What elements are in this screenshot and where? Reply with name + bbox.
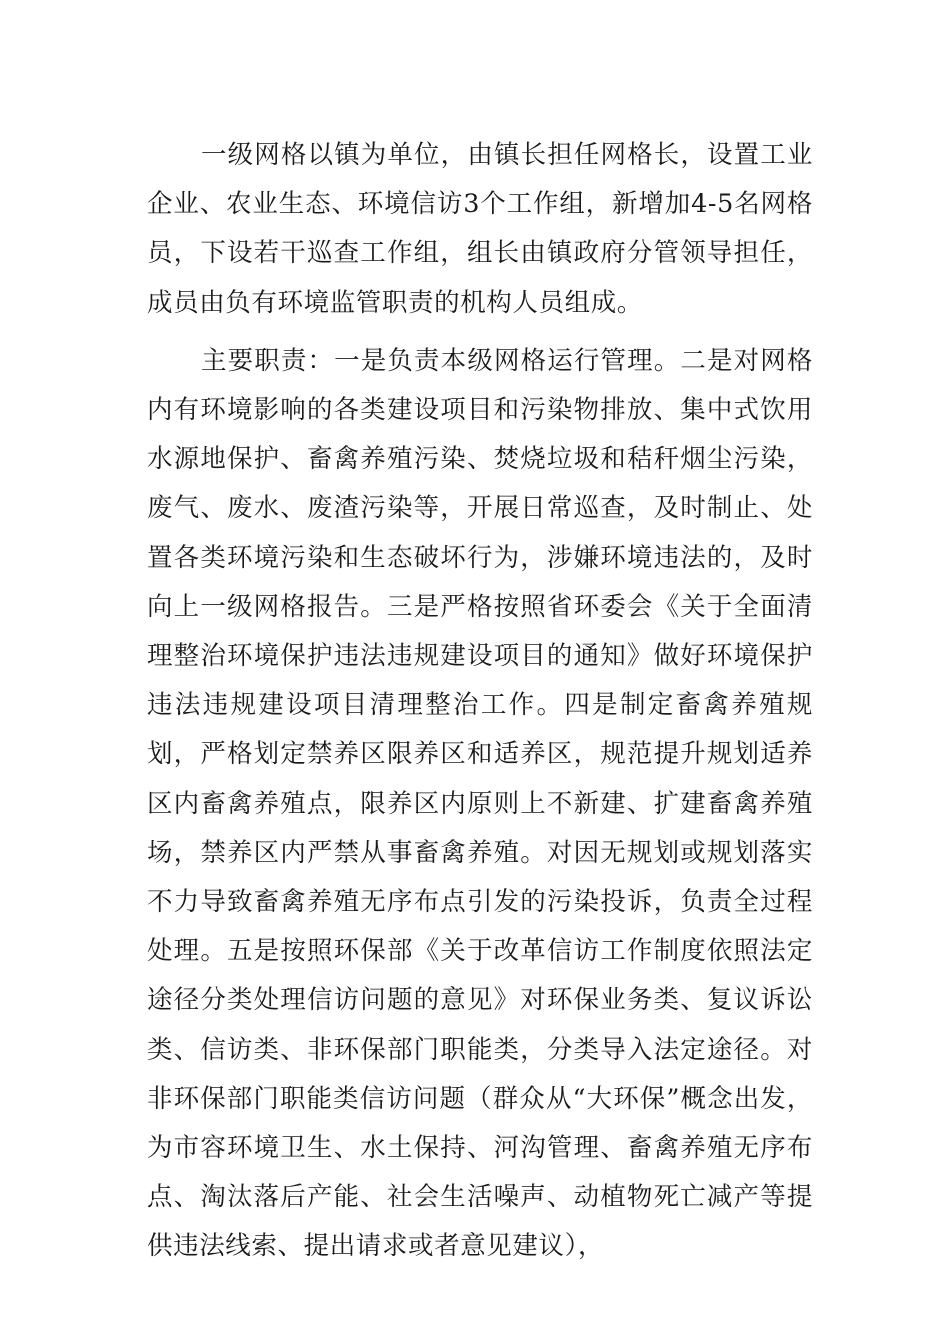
paragraph-main-duties: 主要职责：一是负责本级网格运行管理。二是对网格内有环境影响的各类建设项目和污染物排放、集中式饮用水源地保护、畜禽养殖污染、焚烧垃圾和秸秆烟尘污染，废气、废水、废渣污染等，开展日常巡查，及时制止、处置各类环境污染和生态破坏行为，涉嫌环境违法的，及时向上一级网格报告。三是严格按照省环委会《关于全面清理整治环境保护违法违规建设项目的通知》做好环境保护违法违规建设项目清理整治工作。四是制定畜禽养殖规划，严格划定禁养区限养区和适养区，规范提升规划适养区内畜禽养殖点，限养区内原则上不新建、扩建畜禽养殖场，禁养区内严禁从事畜禽养殖。对因无规划或规划落实不力导致畜禽养殖无序布点引发的污染投诉，负责全过程处理。五是按照环保部《关于改革信访工作制度依照法定途径分类处理信访问题的意见》对环保业务类、复议诉讼类、信访类、非环保部门职能类，分类导入法定途径。对非环保部门职能类信访问题（群众从“大环保”概念出发，为市容环境卫生、水土保持、河沟管理、畜禽养殖无序布点、淘汰落后产能、社会生活噪声、动植物死亡减产等提供违法线索、提出请求或者意见建议）， [147,345,813,1262]
document-page [147,131,813,1281]
paragraph-grid-level-one: 一级网格以镇为单位，由镇长担任网格长，设置工业企业、农业生态、环境信访3个工作组，新增加4-5名网格员，下设若干巡查工作组，组长由镇政府分管领导担任，成员由负有环境监管职责的机构人员组成。 [147,140,813,318]
